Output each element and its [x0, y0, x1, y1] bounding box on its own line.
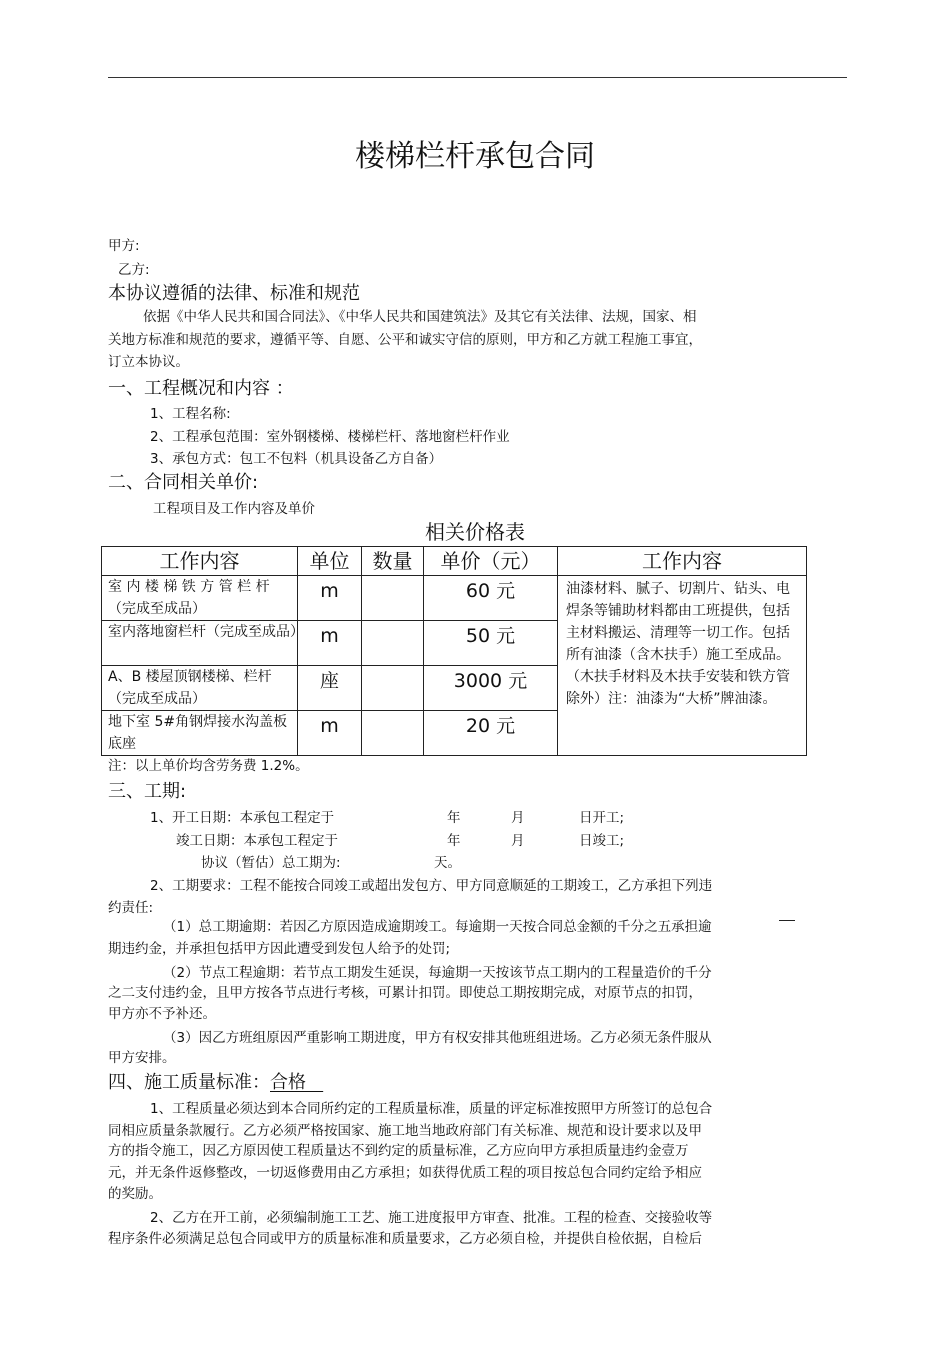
row-desc: 室 内 楼 梯 铁 方 管 栏 杆（完成至成品） — [102, 576, 298, 621]
penalty-1-line-2: 期违约金，并承担包括甲方因此遭受到发包人给予的处罚; — [108, 941, 451, 957]
row-price: 60 元 — [424, 576, 558, 621]
row-unit: m — [298, 576, 362, 621]
total-duration-label: 协议（暂估）总工期为: — [201, 855, 341, 871]
row-desc: 室内落地窗栏杆（完成至成品） — [102, 621, 298, 666]
schedule-req-line-2: 约责任: — [108, 900, 154, 916]
row-price: 50 元 — [424, 621, 558, 666]
price-table — [101, 546, 807, 756]
quality-2-line-2: 程序条件必须满足总包合同或甲方的质量标准和质量要求，乙方必须自检，并提供自检依据，自检后 — [108, 1231, 702, 1247]
price-table-title: 相关价格表 — [425, 520, 525, 544]
penalty-3-line-1: （3）因乙方班组原因严重影响工期进度，甲方有权安排其他班组进场。乙方必须无条件服从 — [163, 1030, 712, 1046]
end-date-label: 竣工日期：本承包工程定于 — [176, 833, 338, 849]
overview-item-3: 3、承包方式：包工不包料（机具设备乙方自备） — [150, 451, 443, 467]
header-rule — [108, 77, 847, 78]
row-unit: m — [298, 621, 362, 666]
price-note: 注：以上单价均含劳务费 1.2%。 — [108, 758, 309, 774]
quality-1-line-3: 方的指令施工，因乙方原因使工程质量达不到约定的质量标准，乙方应向甲方承担质量违约金壹万 — [108, 1143, 689, 1159]
quality-1-line-5: 的奖励。 — [108, 1186, 162, 1202]
section-heading-overview: 一、工程概况和内容 ： — [108, 378, 294, 399]
header-cell-price: 单价（元） — [424, 547, 558, 576]
row-qty — [362, 621, 424, 666]
party-a-label: 甲方: — [108, 238, 140, 254]
quality-1-line-4: 元，并无条件返修整改，一切返修费用由乙方承担；如获得优质工程的项目按总包合同约定给予相应 — [108, 1165, 702, 1181]
quality-heading-label: 四、施工质量标准： — [108, 1072, 270, 1093]
penalty-2-line-1: （2）节点工程逾期：若节点工期发生延误，每逾期一天按该节点工期内的工程量造价的千分 — [163, 965, 712, 981]
penalty-2-line-2: 之二支付违约金，且甲方按各节点进行考核，可累计扣罚。即使总工期按期完成，对原节点的扣罚， — [108, 985, 702, 1001]
penalty-1-line-1: （1）总工期逾期：若因乙方原因造成逾期竣工。每逾期一天按合同总金额的千分之五承担逾 — [163, 919, 712, 935]
quality-2-line-1: 2、乙方在开工前，必须编制施工工艺、施工进度报甲方审查、批准。工程的检查、交接验收等 — [150, 1210, 713, 1226]
start-month: 月 — [511, 810, 525, 826]
penalty-3-line-2: 甲方安排。 — [108, 1050, 176, 1066]
header-cell-qty: 数量 — [362, 547, 424, 576]
blank-line — [779, 920, 795, 921]
section-heading-quality — [108, 1068, 323, 1094]
row-desc: 地下室 5#角钢焊接水沟盖板底座 — [102, 711, 298, 756]
party-b-label: 乙方: — [118, 262, 150, 278]
section-heading-schedule: 三、工期: — [108, 781, 187, 802]
header-cell-content: 工作内容 — [558, 547, 807, 576]
laws-line-2: 关地方标准和规范的要求，遵循平等、自愿、公平和诚实守信的原则，甲方和乙方就工程施工事宜， — [108, 332, 702, 348]
laws-line-1: 依据《中华人民共和国合同法》、《中华人民共和国建筑法》及其它有关法律、法规，国家、相 — [143, 309, 697, 325]
penalty-2-line-3: 甲方亦不予补还。 — [108, 1006, 216, 1022]
overview-item-1: 1、工程名称: — [150, 406, 231, 422]
row-qty — [362, 666, 424, 711]
end-date-suffix: 日竣工; — [579, 833, 625, 849]
start-date-suffix: 日开工; — [579, 810, 625, 826]
total-duration-suffix: 天。 — [434, 855, 461, 871]
end-year: 年 — [447, 833, 461, 849]
row-price: 3000 元 — [424, 666, 558, 711]
header-cell-unit: 单位 — [298, 547, 362, 576]
document-title: 楼梯栏杆承包合同 — [355, 139, 595, 174]
overview-item-2: 2、工程承包范围：室外钢楼梯、楼梯栏杆、落地窗栏杆作业 — [150, 429, 510, 445]
price-table-header — [102, 547, 807, 576]
start-date-label: 1、开工日期：本承包工程定于 — [150, 810, 335, 826]
schedule-req-line-1: 2、工期要求：工程不能按合同竣工或超出发包方、甲方同意顺延的工期竣工，乙方承担下列违 — [150, 878, 713, 894]
work-content-cell: 油漆材料、腻子、切割片、钻头、电焊条等铺助材料都由工班提供，包括主材料搬运、清理等一切工作。包括所有油漆（含木扶手）施工至成品。（木扶手材料及木扶手安装和铁方管除外）注：油漆为“大桥”牌油漆。 — [558, 576, 807, 756]
row-unit: m — [298, 711, 362, 756]
quality-1-line-2: 同相应质量条款履行。乙方必须严格按国家、施工地当地政府部门有关标准、规范和设计要求以及甲 — [108, 1123, 702, 1139]
row-qty — [362, 576, 424, 621]
prices-intro: 工程项目及工作内容及单价 — [153, 501, 315, 517]
row-desc: A、B 楼屋顶钢楼梯、栏杆（完成至成品） — [102, 666, 298, 711]
row-price: 20 元 — [424, 711, 558, 756]
end-month: 月 — [511, 833, 525, 849]
start-year: 年 — [447, 810, 461, 826]
section-heading-prices: 二、合同相关单价: — [108, 472, 259, 493]
table-row — [102, 576, 807, 621]
quality-blank — [306, 1072, 323, 1093]
row-unit: 座 — [298, 666, 362, 711]
laws-line-3: 订立本协议。 — [108, 354, 189, 370]
row-qty — [362, 711, 424, 756]
header-cell-work: 工作内容 — [102, 547, 298, 576]
quality-1-line-1: 1、工程质量必须达到本合同所约定的工程质量标准，质量的评定标准按照甲方所签订的总包合 — [150, 1101, 713, 1117]
quality-standard-value: 合格 — [270, 1072, 306, 1093]
section-heading-laws: 本协议遵循的法律、标准和规范 — [108, 283, 360, 304]
